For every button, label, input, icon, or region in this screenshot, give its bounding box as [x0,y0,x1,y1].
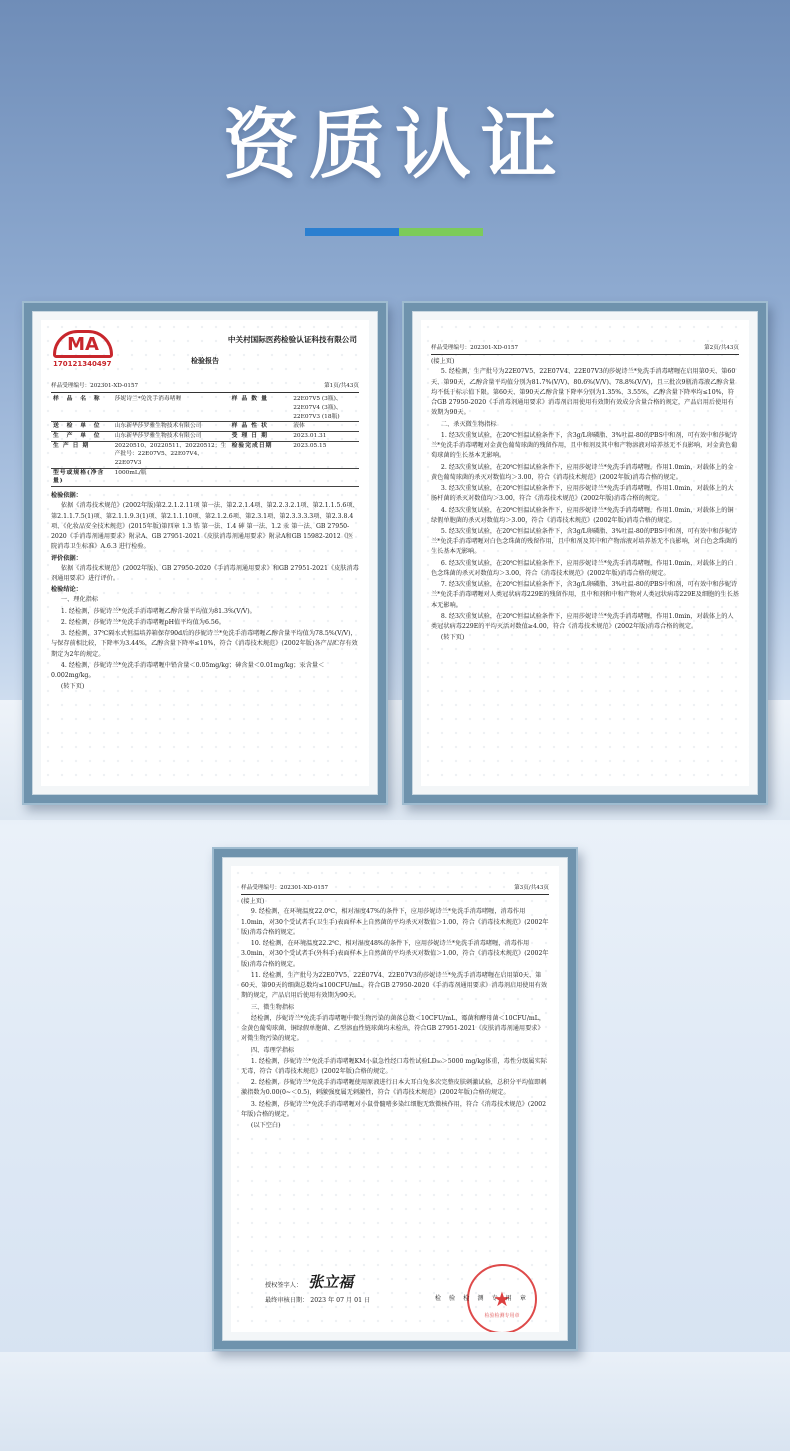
certificate-frame-1 [22,301,388,805]
evaluation-heading: 评价依据： [51,554,82,562]
page-title: 资质认证 [223,100,567,189]
seal-label: 检验检测专用章 [484,1312,520,1319]
info-value: 2023.05.15 [291,441,359,468]
page-header [431,344,739,355]
info-key: 样 品 数 量 [230,395,292,422]
date-label: 最终审核日期 [265,1297,303,1304]
table-row [51,422,359,432]
result-item: 6. 经3次重复试验，在20℃恒温试验条件下，应用莎妮诗兰*免洗手消毒啫喱，作用1.0min，对载体上的白色念珠菌的杀灭对数值均＞3.00，符合《消毒技术规范》(2002年版)消毒合格的规定。 [431,559,734,577]
certificate-frame-2 [402,301,768,805]
info-value: 1000mL/瓶 [113,468,230,486]
display-shelf-bottom [0,1352,790,1451]
date-value: 2023 年 07 月 01 日 [310,1297,371,1304]
table-row [51,395,359,422]
result-item: 2. 经检测，莎妮诗兰*免洗手消毒啫喱pH值平均值为6.56。 [60,618,225,626]
certificate-mat [222,857,568,1341]
result-item: 2. 经检测，莎妮诗兰*免洗手消毒啫喱使用原液进行日本大耳白兔多次完整皮肤刺激试验，总积分平均值即刺激指数为0.00(0~＜0.5)，刺激强度属无刺激性，符合《消毒技术规范》(2002年版)合格的规定。 [241,1079,547,1097]
page-header [51,382,359,393]
info-value: 20220510、20220511、20220512；生产批号：22E07V5、22E07V4、22E07V3 [113,441,230,468]
info-value: 22E07V5 (3瓶)、22E07V4 (3瓶)、22E07V3 (18瓶) [291,395,359,422]
result-item: 7. 经3次重复试验，在20℃恒温试验条件下，含3g/L卵磷脂、3%吐温-80的PBS中和剂，可有效中和莎妮诗兰*免洗手消毒啫喱对人类冠状病毒229E的残留作用，且中和剂和中和产物对人类冠状病毒229E及细胞的生长基本无影响。 [431,581,739,609]
info-value: 2023.01.31 [291,431,359,441]
info-key: 受 理 日 期 [230,431,292,441]
result-item: 3. 经检测，莎妮诗兰*免洗手消毒啫喱对小鼠骨髓嗜多染红细胞无致微核作用，符合《消毒技术规范》(2002年版)合格的规定。 [241,1100,547,1118]
result-item: 4. 经3次重复试验，在20℃恒温试验条件下，应用莎妮诗兰*免洗手消毒啫喱，作用1.0min，对载体上的铜绿假单胞菌的杀灭对数值均＞3.00，符合《消毒技术规范》(2002年版)消毒合格的规定。 [431,506,734,524]
result-item: 3. 经检测，37℃隔水式恒温培养箱保存90d后的莎妮诗兰*免洗手消毒啫喱乙醇含量平均值为78.5%(V/V)，与保存前相比较，下降率为3.44%，乙醇含量下降率≤10%，符合《消毒技术规范》(2002年版)各产品贮存有效期定为2年的规定。 [51,630,358,658]
table-row [51,431,359,441]
continued-note: (转下页) [60,683,85,691]
table-row [51,468,359,486]
page-number: 第1页/共43页 [324,383,359,389]
page-header [241,884,549,895]
result-item: 1. 经检测，莎妮诗兰*免洗手消毒啫喱KM小鼠急性经口毒性试验LD₅₀＞5000 mg/kg体重，毒性分级属实际无毒，符合《消毒技术规范》(2002年版)合格的规定。 [241,1057,547,1075]
result-item: 1. 经检测，莎妮诗兰*免洗手消毒啫喱乙醇含量平均值为81.3%(V/V)。 [60,607,256,615]
signature-line: 授权签字人： 张立福 [265,1273,354,1291]
info-key: 样 品 性 状 [230,422,292,432]
info-key: 送 检 单 位 [51,422,113,432]
info-value: 莎妮诗兰*免洗手消毒啫喱 [113,395,230,422]
result-item: 8. 经3次重复试验，在20℃恒温试验条件下，应用莎妮诗兰*免洗手消毒啫喱，作用1.0min，对载体上的人类冠状病毒229E的平均灭活对数值≥4.00，符合《消毒技术规范》(2002年版)消毒合格的规定。 [431,612,734,631]
result-item: 1. 经3次重复试验，在20℃恒温试验条件下，含3g/L卵磷脂、3%吐温-80的PBS中和剂，可有效中和莎妮诗兰*免洗手消毒啫喱对金黄色葡萄球菌的残留作用，且中和剂及其中和产物溶液对培养基无不良影响，对金黄色葡萄球菌的生长基本无影响。 [431,431,738,460]
page-number: 第3页/共43页 [514,885,549,891]
continued-note: (转下页) [440,634,465,642]
info-key: 检验完成日期 [230,441,292,468]
info-key: 型号或规格(净含量) [51,468,113,486]
info-value [291,468,359,486]
certificate-mat [412,311,758,795]
page-number: 第2页/共43页 [704,345,739,351]
info-key [230,468,292,486]
section-heading: 二、杀灭微生物指标 [440,420,497,428]
result-item: 4. 经检测，莎妮诗兰*免洗手消毒啫喱中铅含量＜0.05mg/kg；砷含量＜0.01mg/kg；汞含量＜0.002mg/kg。 [51,661,325,680]
info-key: 样 品 名 称 [51,395,113,422]
seal-star-icon: ★ [493,1286,511,1311]
result-item: 2. 经3次重复试验，在20℃恒温试验条件下，应用莎妮诗兰*免洗手消毒啫喱，作用1.0min，对载体上的金黄色葡萄球菌的杀灭对数值均＞3.00，符合《消毒技术规范》(2002年版)消毒合格的规定。 [431,463,734,481]
certificate-frame-3 [212,847,578,1351]
sample-number: 样品受理编号：202301-XD-0157 [51,383,139,389]
sample-info-table [51,395,359,487]
signer-label: 授权签字人 [265,1282,296,1289]
basis-text: 依据《消毒技术规范》(2002年版)第2.2.1.2.11项 第一法、第2.2.1.4项、第2.2.3.2.1项、第2.1.1.5.6项、第2.1.1.7.5(1)项、第2.1.1.9.3(1)项、第2.1.1.10项、第2.1.2.6项、第2.3.1项、第2.3.3.3.3项、第2.3.8.4项、《化妆品安全技术规范》(2015年版)第四章 1.3 锆 第一法、1.4 砷 第一法、1.2 汞 第一法、GB 27950-2020《手消毒剂通用要求》附录A、GB 27951-2021《皮肤消毒剂通用要求》附录A和GB 15982-2012《医院消毒卫生标准》A.6.3 进行检验。 [51,502,359,551]
result-item: 10. 经检测，在环境温度22.2℃、相对湿度48%的条件下，应用莎妮诗兰*免洗手消毒啫喱，消毒作用3.0min，对30个受试者手(外科手)表面样本上自然菌的平均杀灭对数值＞1.00，符合《消毒技术规范》(2002年版)消毒合格的规定。 [241,940,549,968]
table-row [51,441,359,468]
org-name: 中关村国际医药检验认证科技有限公司 [227,335,357,344]
accent-bar-green [399,228,483,236]
section-heading: 四、毒理学指标 [250,1046,295,1054]
info-value: 山东新华莎罗雅生物技术有限公司 [113,422,230,432]
cma-logo: MA [53,330,113,358]
result-item: 5. 经3次重复试验，在20℃恒温试验条件下，含3g/L卵磷脂、3%吐温-80的PBS中和剂，可有效中和莎妮诗兰*免洗手消毒啫喱对白色念珠菌的残留作用，且中和剂及其中和产物溶液对培养基无不良影响，对白色念珠菌的生长基本无影响。 [431,527,738,556]
signature: 张立福 [308,1273,354,1291]
evaluation-text: 依据《消毒技术规范》(2002年版)、GB 27950-2020《手消毒剂通用要求》和GB 27951-2021《皮肤消毒剂通用要求》进行评价。 [51,564,359,582]
info-value: 液体 [291,422,359,432]
section-heading: 一、理化指标 [60,596,99,604]
certificate-mat [32,311,378,795]
info-key: 生 产 单 位 [51,431,113,441]
result-item: 3. 经3次重复试验，在20℃恒温试验条件下，应用莎妮诗兰*免洗手消毒啫喱，作用1.0min，对载体上的大肠杆菌的杀灭对数值均＞3.00，符合《消毒技术规范》(2002年版)消毒合格的规定。 [431,485,734,503]
sample-number: 样品受理编号：202301-XD-0157 [241,885,329,891]
accent-bar-blue [305,228,399,236]
info-key: 生 产 日 期 [51,441,113,468]
sample-number: 样品受理编号：202301-XD-0157 [431,345,519,351]
section-heading: 三、微生物指标 [250,1003,295,1011]
continued-note: (接上页) [241,898,265,906]
certificate-page-1 [41,320,369,786]
stamp-label: 检 验 检 测 专 用 章 [434,1295,529,1302]
review-date-line: 最终审核日期： 2023 年 07 月 01 日 [265,1297,371,1304]
certificate-page-3 [231,866,559,1332]
result-item: 经检测，莎妮诗兰*免洗手消毒啫喱中微生物污染的菌落总数＜10CFU/mL，霉菌和酵母菌＜10CFU/mL，金黄色葡萄球菌、铜绿假单胞菌、乙型溶血性链球菌均未检出，符合GB 27951-2021《皮肤消毒剂通用要求》对微生物污染的规定。 [241,1014,546,1043]
conclusion-heading: 检验结论： [51,586,82,594]
certificate-page-2 [421,320,749,786]
info-value: 山东新华莎罗雅生物技术有限公司 [113,431,230,441]
blank-note: (以下空白) [250,1122,281,1130]
result-item: 5. 经检测，生产批号为22E07V5、22E07V4、22E07V3的莎妮诗兰*免洗手消毒啫喱在启用第0天、第60天、第90天，乙醇含量平均值分别为81.7%(V/V)、80.6%(V/V)、78.8%(V/V)，且三批次9瓶消毒液乙醇含量均不低于标示值下限。第60天、第90天乙醇含量下降率分别为1.35%、3.55%，乙醇含量下降率均≤10%，符合GB 27950-2020《手消毒剂通用要求》消毒剂启用使用有效期有效成分含量合格的规定，产品启用后使用有效期为90天。 [431,368,736,417]
cma-number: 170121340497 [53,360,112,368]
basis-heading: 检验依据： [51,492,82,500]
report-title: 检验报告 [191,357,219,365]
continued-note: (接上页) [431,358,455,366]
result-item: 11. 经检测，生产批号为22E07V5、22E07V4、22E07V3的莎妮诗兰*免洗手消毒啫喱在启用第0天、第60天、第90天的细菌总数均≤100CFU/mL，符合GB 27950-2020《手消毒剂通用要求》消毒剂启用使用有效期的规定，产品启用后使用有效期为90天。 [241,971,548,1000]
result-item: 9. 经检测，在环境温度22.0℃、相对湿度47%的条件下，应用莎妮诗兰*免洗手消毒啫喱，消毒作用1.0min，对30个受试者手(卫生手)表面样本上自然菌的平均杀灭对数值＞1.00，符合《消毒技术规范》(2002年版)消毒合格的规定。 [241,908,549,936]
